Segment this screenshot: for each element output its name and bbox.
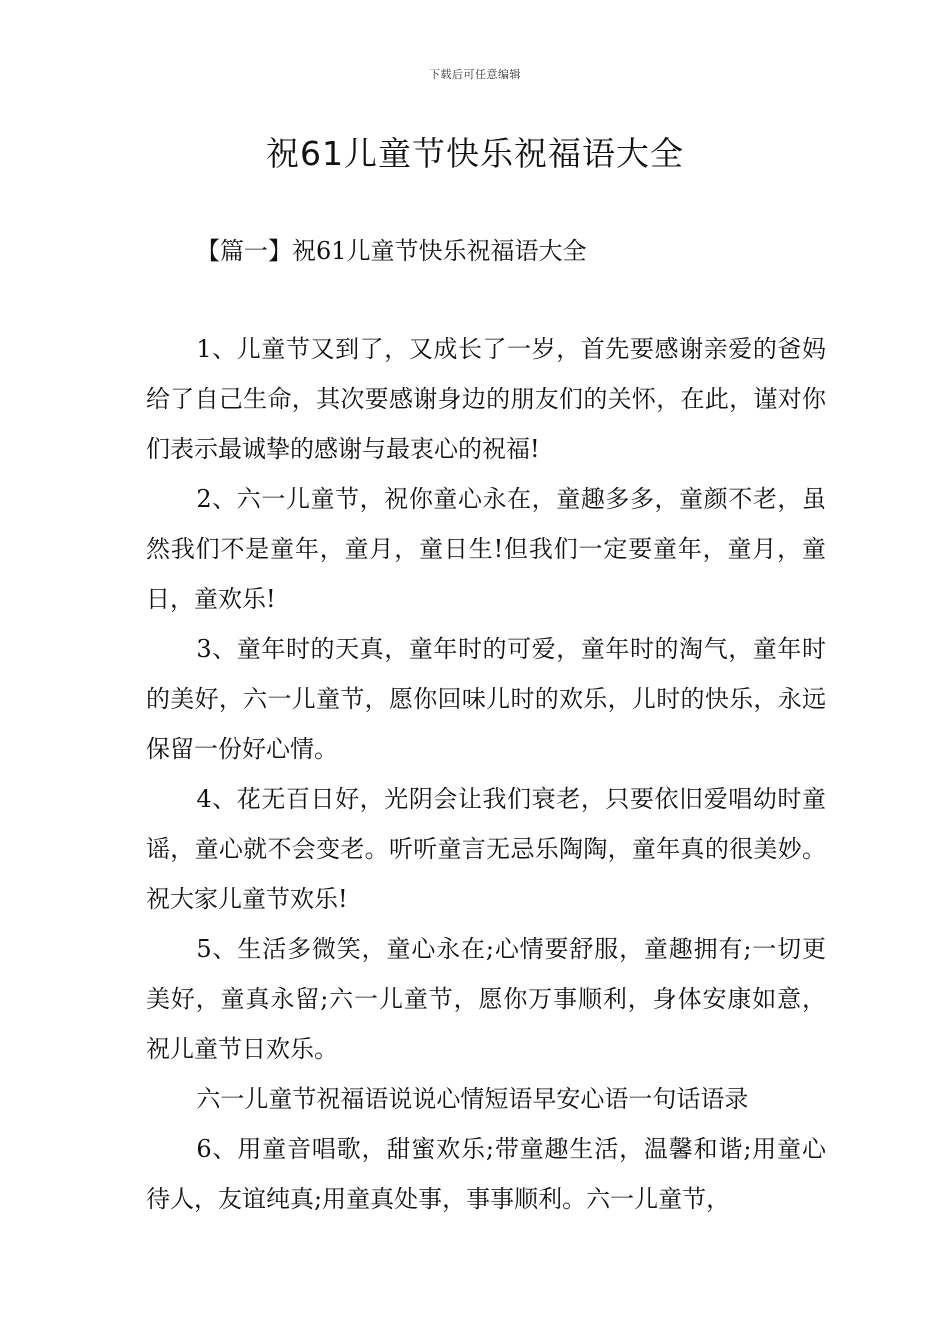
page-title: 祝61儿童节快乐祝福语大全 <box>266 134 684 173</box>
paragraph-subheading: 六一儿童节祝福语说说心情短语早安心语一句话语录 <box>196 1085 749 1113</box>
paragraph-4: 4、花无百日好，光阴会让我们衰老，只要依旧爱唱幼时童谣，童心就不会变老。听听童言无忌乐陶陶，童年真的很美妙。祝大家儿童节欢乐! <box>146 785 826 913</box>
paragraph-2: 2、六一儿童节，祝你童心永在，童趣多多，童颜不老，虽然我们不是童年，童月，童日生!但我们一定要童年，童月，童日，童欢乐! <box>146 485 826 613</box>
paragraph-6: 6、用童音唱歌，甜蜜欢乐;带童趣生活，温馨和谐;用童心待人，友谊纯真;用童真处事，事事顺利。六一儿童节， <box>146 1135 826 1213</box>
paragraph-5: 5、生活多微笑，童心永在;心情要舒服，童趣拥有;一切更美好，童真永留;六一儿童节，愿你万事顺利，身体安康如意，祝儿童节日欢乐。 <box>146 935 826 1063</box>
paragraph-3: 3、童年时的天真，童年时的可爱，童年时的淘气，童年时的美好，六一儿童节，愿你回味儿时的欢乐，儿时的快乐，永远保留一份好心情。 <box>146 635 826 763</box>
paragraph-1: 1、儿童节又到了，又成长了一岁，首先要感谢亲爱的爸妈给了自己生命，其次要感谢身边的朋友们的关怀，在此，谨对你们表示最诚挚的感谢与最衷心的祝福! <box>146 335 826 463</box>
header-note: 下载后可任意编辑 <box>429 68 521 81</box>
section-heading: 【篇一】祝61儿童节快乐祝福语大全 <box>196 237 587 265</box>
document-body <box>146 324 826 1224</box>
